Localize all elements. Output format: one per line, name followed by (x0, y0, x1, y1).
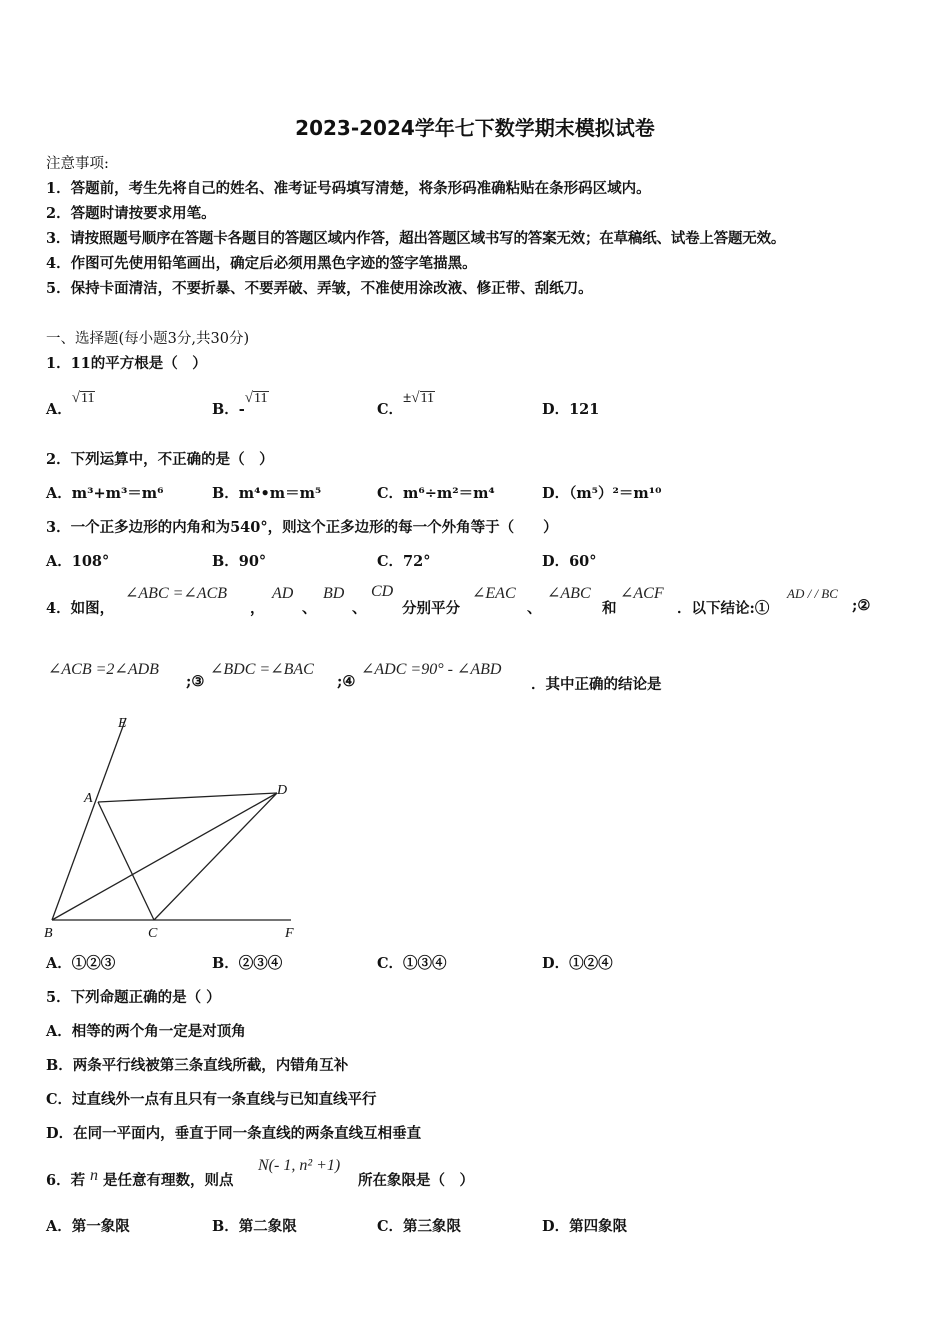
option-d[interactable]: D．在同一平面内，垂直于同一条直线的两条直线互相垂直 (46, 1125, 422, 1142)
question-stem-prefix: 4．如图， (46, 600, 115, 617)
option-b[interactable]: B．第二象限 (212, 1218, 297, 1235)
math-expression: ∠ABC (547, 585, 591, 602)
notice-item: 1．答题前，考生先将自己的姓名、准考证号码填写清楚，将条形码准确粘贴在条形码区域内。 (46, 180, 651, 197)
option-d[interactable]: D．①②④ (542, 955, 613, 972)
math-expression: BD (323, 585, 345, 602)
option-expression: m⁶÷m²＝m⁴ (403, 485, 495, 502)
math-expression: ∠ACF (620, 585, 664, 602)
option-label: B． (212, 401, 239, 418)
page-title: 2023-2024学年七下数学期末模拟试卷 (295, 116, 655, 140)
option-label: C． (377, 401, 404, 418)
radicand: 11 (254, 391, 268, 406)
math-expression: CD (371, 583, 394, 600)
text-segment: 所在象限是（ ） (358, 1172, 474, 1189)
text-segment: ;④ (337, 673, 356, 690)
option-a[interactable]: A．相等的两个角一定是对顶角 (46, 1023, 246, 1040)
option-label: B． (212, 485, 239, 502)
math-expression: AD / / BC (787, 586, 838, 601)
option-b[interactable]: B．两条平行线被第三条直线所截，内错角互补 (46, 1057, 349, 1074)
option-expression: m⁴•m＝m⁵ (238, 485, 322, 502)
option-label: D． (542, 485, 570, 502)
line-BD (52, 793, 277, 920)
line-BE (52, 718, 126, 920)
sqrt-expression: ±√11 (403, 390, 434, 406)
text-segment: ;③ (186, 673, 205, 690)
option-c[interactable] (377, 390, 435, 419)
option-a[interactable] (46, 390, 95, 419)
math-expression: ∠BDC =∠BAC (210, 661, 314, 678)
math-expression: N(- 1, n² +1) (258, 1157, 341, 1174)
math-variable: n (90, 1167, 98, 1184)
punctuation: 、 (352, 600, 367, 617)
text-segment: ．以下结论:① (677, 600, 770, 617)
point-label-a: A (84, 791, 93, 806)
math-expression: ∠ACB =2∠ADB (48, 661, 159, 678)
question-stem: 2．下列运算中，不正确的是（ ） (46, 451, 274, 468)
point-label-e: E (118, 716, 127, 731)
sign: - (238, 401, 245, 418)
text-segment: ．其中正确的结论是 (531, 676, 662, 693)
text-segment: 是任意有理数，则点 (103, 1172, 234, 1189)
point-label-f: F (285, 926, 294, 941)
option-b[interactable]: B．②③④ (212, 955, 283, 972)
notice-item: 4．作图可先使用铅笔画出，确定后必须用黑色字迹的签字笔描黑。 (46, 255, 477, 272)
option-c[interactable]: C．①③④ (377, 955, 447, 972)
option-d[interactable]: D．121 (542, 401, 600, 418)
notice-item: 2．答题时请按要求用笔。 (46, 205, 216, 222)
option-d[interactable] (542, 482, 661, 503)
option-label: C． (377, 485, 404, 502)
line-CD (154, 793, 277, 920)
point-label-b: B (44, 926, 53, 941)
option-c[interactable]: C．第三象限 (377, 1218, 462, 1235)
option-expression: （m⁵）²＝m¹⁰ (569, 485, 662, 502)
punctuation: ， (250, 600, 265, 617)
line-AC (98, 802, 154, 920)
radicand: 11 (420, 391, 434, 406)
option-b[interactable]: B．90° (212, 553, 267, 570)
radicand: 11 (81, 391, 95, 406)
option-c[interactable]: C．过直线外一点有且只有一条直线与已知直线平行 (46, 1091, 377, 1108)
sign: ± (403, 390, 412, 406)
option-a[interactable]: A．108° (46, 553, 110, 570)
option-c[interactable]: C．72° (377, 553, 431, 570)
text-segment: 和 (602, 600, 617, 617)
option-b[interactable] (212, 390, 269, 419)
math-expression: ∠ABC =∠ACB (125, 585, 228, 602)
notice-item: 5．保持卡面清洁，不要折暴、不要弄破、弄皱，不准使用涂改液、修正带、刮纸刀。 (46, 280, 593, 297)
option-expression: m³+m³＝m⁶ (71, 485, 164, 502)
notice-item: 3．请按照题号顺序在答题卡各题目的答题区域内作答，超出答题区域书写的答案无效；在草稿纸、试卷上答题无效。 (46, 230, 786, 247)
option-a[interactable]: A．第一象限 (46, 1218, 130, 1235)
math-expression: ∠EAC (472, 585, 516, 602)
section-heading: 一、选择题(每小题3分,共30分) (46, 331, 250, 347)
question-stem: 5．下列命题正确的是（ ） (46, 989, 221, 1006)
math-expression: AD (272, 585, 294, 602)
point-label-d: D (277, 783, 288, 798)
sqrt-expression: √11 (244, 390, 268, 406)
option-c[interactable] (377, 482, 495, 503)
text-segment: 分别平分 (402, 600, 460, 617)
question-stem: 3．一个正多边形的内角和为540°，则这个正多边形的每一个外角等于（ ） (46, 519, 558, 536)
line-AD (98, 793, 277, 802)
option-d[interactable]: D．60° (542, 553, 597, 570)
option-label: A． (46, 401, 72, 418)
math-expression: ∠ADC =90° - ∠ABD (361, 661, 502, 678)
sqrt-expression: √11 (71, 390, 95, 406)
option-label: A． (46, 485, 72, 502)
option-a[interactable] (46, 482, 164, 503)
geometry-figure (36, 705, 306, 945)
text-segment: ;② (852, 597, 871, 614)
option-a[interactable]: A．①②③ (46, 955, 116, 972)
option-b[interactable] (212, 482, 321, 503)
question-stem-prefix: 6．若 (46, 1172, 86, 1189)
point-label-c: C (148, 926, 158, 941)
punctuation: 、 (302, 600, 317, 617)
notice-heading: 注意事项: (46, 156, 109, 172)
question-stem: 1．11的平方根是（ ） (46, 355, 207, 372)
punctuation: 、 (527, 600, 542, 617)
option-d[interactable]: D．第四象限 (542, 1218, 628, 1235)
